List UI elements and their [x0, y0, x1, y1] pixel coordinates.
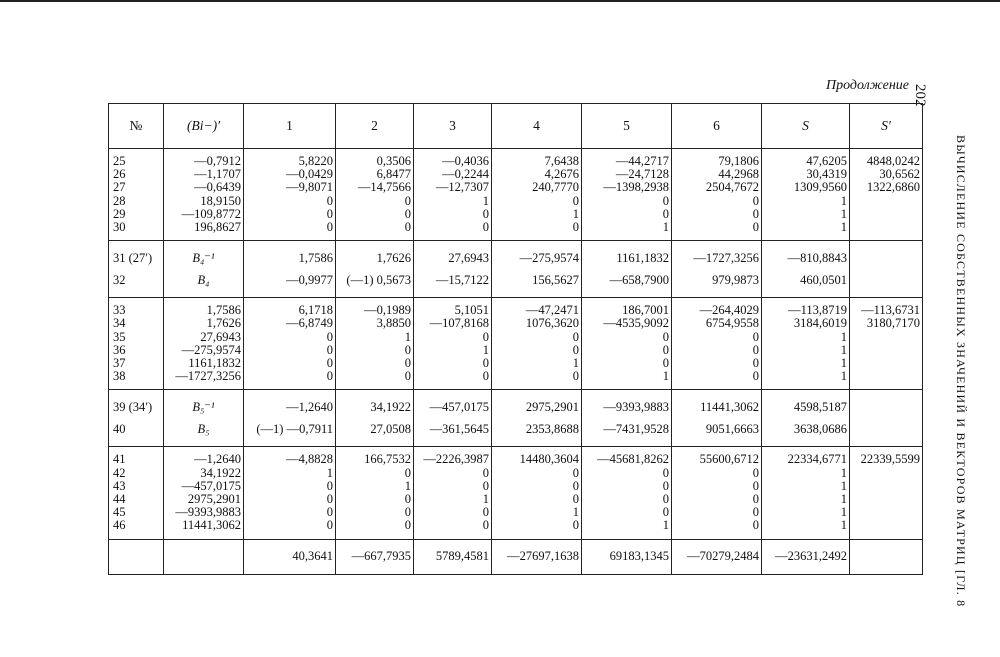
footer-cell [164, 539, 244, 574]
cell-line: 0 [572, 479, 579, 493]
cell-line: 1 [840, 343, 847, 357]
cell-line: 34,1922 [200, 466, 241, 480]
cell-line: 0 [662, 466, 669, 480]
cell-line: 36 [113, 343, 126, 357]
cell-line: 42 [113, 466, 126, 480]
cell-line: —15,7122 [435, 273, 489, 288]
cell-line: —45681,8262 [597, 453, 669, 467]
cell-line: 35 [113, 330, 126, 344]
cell-line: 3184,6019 [793, 317, 847, 331]
table-cell [414, 298, 492, 390]
table-cell [244, 241, 336, 298]
cell-line: —9393,9883 [603, 400, 669, 415]
cell-line: —0,2244 [442, 168, 489, 182]
cell-line: —12,7307 [435, 181, 489, 195]
table-cell [762, 390, 850, 447]
page-number: 202 [912, 84, 928, 107]
table-cell [672, 390, 762, 447]
cell-line: 33 [113, 304, 126, 318]
table-cell [762, 298, 850, 390]
cell-line: 34,1922 [370, 400, 411, 415]
cell-line: 1 [662, 370, 669, 384]
header-cell: 4 [492, 104, 582, 149]
cell-line: 460,0501 [800, 273, 847, 288]
cell-line: 0 [662, 506, 669, 520]
table-cell [672, 241, 762, 298]
table-cell [164, 298, 244, 390]
header-cell: № [109, 104, 164, 149]
cell-line: 7,6438 [544, 155, 579, 168]
cell-line: 0,3506 [376, 155, 411, 168]
cell-line: —9,8071 [286, 181, 333, 195]
cell-line: 0 [572, 330, 579, 344]
cell-line: 1,7586 [298, 251, 333, 266]
cell-line: 0 [572, 194, 579, 208]
cell-line: —275,9574 [519, 251, 579, 266]
cell-line: 0 [404, 357, 411, 371]
cell-line: 0 [404, 506, 411, 520]
cell-line: 4598,5187 [793, 400, 847, 415]
table-cell [582, 241, 672, 298]
cell-line: 0 [752, 357, 759, 371]
table-cell [762, 447, 850, 539]
cell-line: 0 [326, 370, 333, 384]
cell-line: 1322,6860 [866, 181, 920, 195]
table-cell [672, 447, 762, 539]
cell-line: 0 [572, 519, 579, 533]
cell-line: —1727,3256 [693, 251, 759, 266]
table-cell [164, 149, 244, 241]
cell-line: 0 [482, 519, 489, 533]
footer-cell: 5789,4581 [414, 539, 492, 574]
cell-line: 32 [113, 273, 126, 288]
header-cell: 2 [336, 104, 414, 149]
cell-line: 1161,1832 [188, 357, 241, 371]
cell-line: 0 [752, 343, 759, 357]
cell-line: 6754,9558 [705, 317, 759, 331]
header-cell: S [762, 104, 850, 149]
cell-line: 0 [326, 221, 333, 235]
cell-line: B₅ [197, 422, 210, 437]
cell-line: 0 [404, 221, 411, 235]
table-row-group [109, 241, 923, 298]
cell-line: 22334,6771 [787, 453, 847, 467]
cell-line: 979,9873 [712, 273, 759, 288]
cell-line: 25 [113, 155, 126, 168]
cell-line: 46 [113, 519, 126, 533]
cell-line: 0 [326, 330, 333, 344]
cell-line: 1 [482, 343, 489, 357]
cell-line: 1 [404, 330, 411, 344]
cell-line: —0,1989 [364, 304, 411, 318]
cell-line: 1 [572, 506, 579, 520]
cell-line: 1 [840, 479, 847, 493]
table-cell [850, 390, 923, 447]
cell-line: 3638,0686 [793, 422, 847, 437]
footer-cell: 40,3641 [244, 539, 336, 574]
cell-line: 1076,3620 [525, 317, 579, 331]
table-cell [762, 149, 850, 241]
footer-cell [850, 539, 923, 574]
cell-line: 0 [662, 207, 669, 221]
cell-line: 0 [752, 506, 759, 520]
table-cell [336, 241, 414, 298]
cell-line: (—1) 0,5673 [346, 273, 411, 288]
footer-cell: —70279,2484 [672, 539, 762, 574]
table-row-group [109, 149, 923, 241]
cell-line: 0 [752, 207, 759, 221]
cell-line: —264,4029 [699, 304, 759, 318]
table-cell [414, 149, 492, 241]
cell-line: —0,9977 [286, 273, 333, 288]
cell-line: —2226,3987 [423, 453, 489, 467]
table-cell [244, 447, 336, 539]
header-cell: 3 [414, 104, 492, 149]
table-cell [850, 241, 923, 298]
cell-line: 44,2968 [718, 168, 759, 182]
cell-line: 30,4319 [806, 168, 847, 182]
cell-line: —44,2717 [615, 155, 669, 168]
cell-line: —1,2640 [286, 400, 333, 415]
cell-line: 1 [662, 221, 669, 235]
table-cell [582, 390, 672, 447]
cell-line: 0 [752, 221, 759, 235]
cell-line: 1,7626 [206, 317, 241, 331]
cell-line: 4,2676 [544, 168, 579, 182]
cell-line: 0 [326, 357, 333, 371]
header-cell: 1 [244, 104, 336, 149]
cell-line: 1 [840, 466, 847, 480]
table-cell [492, 390, 582, 447]
cell-line: 11441,3062 [700, 400, 759, 415]
table-cell [336, 390, 414, 447]
cell-line: —7431,9528 [603, 422, 669, 437]
cell-line: 22339,5599 [860, 453, 920, 467]
cell-line: 0 [572, 493, 579, 507]
table-cell [244, 149, 336, 241]
table-cell [414, 390, 492, 447]
cell-line: 0 [662, 493, 669, 507]
table-cell [582, 149, 672, 241]
cell-line: 9051,6663 [705, 422, 759, 437]
cell-line: 0 [752, 493, 759, 507]
cell-line: —113,6731 [861, 304, 920, 318]
cell-line: 0 [572, 221, 579, 235]
table-cell [414, 447, 492, 539]
cell-line: 196,8627 [194, 221, 241, 235]
cell-line: 30 [113, 221, 126, 235]
cell-line: 1 [662, 519, 669, 533]
cell-line: 26 [113, 168, 126, 182]
table-row-group [109, 298, 923, 390]
cell-line: 156,5627 [532, 273, 579, 288]
cell-line: 0 [662, 479, 669, 493]
cell-line: 2353,8688 [525, 422, 579, 437]
table-cell [109, 241, 164, 298]
table-cell [244, 390, 336, 447]
cell-line: 41 [113, 453, 126, 467]
cell-line: 0 [326, 479, 333, 493]
footer-cell: —667,7935 [336, 539, 414, 574]
cell-line: 1 [482, 493, 489, 507]
running-head-title: ВЫЧИСЛЕНИЕ СОБСТВЕННЫХ ЗНАЧЕНИЙ И ВЕКТОРОВ МАТРИЦ [954, 135, 968, 566]
cell-line: 0 [482, 370, 489, 384]
cell-line: —0,7912 [194, 155, 241, 168]
table-row-group [109, 390, 923, 447]
table-cell [492, 149, 582, 241]
continuation-label: Продолжение [826, 78, 909, 93]
table-cell [492, 298, 582, 390]
table-cell [109, 298, 164, 390]
footer-row [109, 539, 923, 574]
cell-line: 3,8850 [376, 317, 411, 331]
cell-line: 1 [840, 330, 847, 344]
cell-line: 0 [404, 466, 411, 480]
cell-line: 0 [572, 370, 579, 384]
table-row-group [109, 447, 923, 539]
cell-line: 34 [113, 317, 126, 331]
cell-line: 37 [113, 357, 126, 371]
cell-line: 0 [752, 519, 759, 533]
cell-line: —658,7900 [609, 273, 669, 288]
table-cell [164, 241, 244, 298]
cell-line: —9393,9883 [175, 506, 241, 520]
cell-line: —113,8719 [788, 304, 847, 318]
cell-line: —4535,9092 [603, 317, 669, 331]
cell-line: 0 [326, 519, 333, 533]
header-cell: 5 [582, 104, 672, 149]
cell-line: 0 [482, 466, 489, 480]
cell-line: 1 [840, 194, 847, 208]
cell-line: 0 [662, 343, 669, 357]
cell-line: 30,6562 [879, 168, 920, 182]
table-cell [492, 241, 582, 298]
cell-line: 45 [113, 506, 126, 520]
cell-line: —1398,2938 [603, 181, 669, 195]
cell-line: 44 [113, 493, 126, 507]
header-cell: 6 [672, 104, 762, 149]
running-head [953, 135, 968, 608]
cell-line: 0 [404, 194, 411, 208]
cell-line: 0 [662, 330, 669, 344]
cell-line: 1 [840, 221, 847, 235]
cell-line: —47,2471 [525, 304, 579, 318]
cell-line: 1 [482, 194, 489, 208]
top-rule [0, 0, 1000, 2]
cell-line: B₅⁻¹ [192, 400, 215, 415]
cell-line: 14480,3604 [519, 453, 579, 467]
table-cell [672, 298, 762, 390]
cell-line: 0 [326, 207, 333, 221]
cell-line: —0,6439 [194, 181, 241, 195]
table-footer [109, 539, 923, 574]
cell-line: 0 [326, 194, 333, 208]
cell-line: 0 [326, 343, 333, 357]
cell-line: B₄ [197, 273, 210, 288]
table-cell [850, 149, 923, 241]
cell-line: 27 [113, 181, 126, 195]
cell-line: —6,8749 [286, 317, 333, 331]
cell-line: 11441,3062 [182, 519, 241, 533]
chapter-label: [ГЛ. 8 [954, 570, 968, 608]
table-cell [164, 447, 244, 539]
footer-cell: 69183,1345 [582, 539, 672, 574]
table-body [109, 149, 923, 540]
cell-line: 0 [404, 519, 411, 533]
cell-line: 0 [662, 357, 669, 371]
cell-line: —107,8168 [429, 317, 489, 331]
cell-line: 1 [572, 357, 579, 371]
table-cell [109, 149, 164, 241]
cell-line: —457,0175 [429, 400, 489, 415]
cell-line: 1,7626 [376, 251, 411, 266]
cell-line: 0 [482, 506, 489, 520]
cell-line: 1 [840, 519, 847, 533]
cell-line: 0 [482, 207, 489, 221]
cell-line: 0 [752, 330, 759, 344]
cell-line: B₄⁻¹ [192, 251, 215, 266]
cell-line: —361,5645 [429, 422, 489, 437]
cell-line: 1 [840, 207, 847, 221]
cell-line: 31 (27′) [113, 251, 153, 266]
cell-line: 1 [840, 493, 847, 507]
cell-line: —457,0175 [181, 479, 241, 493]
cell-line: —1,1707 [194, 168, 241, 182]
cell-line: 27,6943 [448, 251, 489, 266]
cell-line: 0 [482, 479, 489, 493]
cell-line: 1 [404, 479, 411, 493]
cell-line: 3180,7170 [866, 317, 920, 331]
cell-line: 2975,2901 [525, 400, 579, 415]
cell-line: —4,8828 [286, 453, 333, 467]
cell-line: 40 [113, 422, 126, 437]
cell-line: 39 (34′) [113, 400, 153, 415]
cell-line: 1161,1832 [616, 251, 669, 266]
cell-line: (—1) —0,7911 [256, 422, 333, 437]
cell-line: 0 [482, 357, 489, 371]
cell-line: —14,7566 [357, 181, 411, 195]
cell-line: 0 [572, 343, 579, 357]
cell-line: 27,0508 [370, 422, 411, 437]
table-cell [109, 447, 164, 539]
footer-cell [109, 539, 164, 574]
cell-line: 0 [326, 506, 333, 520]
cell-line: 5,8220 [298, 155, 333, 168]
cell-line: 1,7586 [206, 304, 241, 318]
cell-line: 0 [482, 221, 489, 235]
cell-line: 0 [404, 370, 411, 384]
cell-line: 0 [572, 466, 579, 480]
table-cell [244, 298, 336, 390]
table-cell [582, 447, 672, 539]
cell-line: 166,7532 [364, 453, 411, 467]
table-cell [164, 390, 244, 447]
cell-line: 0 [752, 194, 759, 208]
cell-line: 47,6205 [806, 155, 847, 168]
cell-line: 1309,9560 [793, 181, 847, 195]
cell-line: —0,0429 [286, 168, 333, 182]
cell-line: 6,8477 [376, 168, 411, 182]
cell-line: 0 [662, 194, 669, 208]
cell-line: 0 [404, 493, 411, 507]
cell-line: —1,2640 [194, 453, 241, 467]
cell-line: —810,8843 [787, 251, 847, 266]
table-cell [762, 241, 850, 298]
table-cell [336, 149, 414, 241]
cell-line: 6,1718 [298, 304, 333, 318]
cell-line: 0 [752, 370, 759, 384]
footer-cell: —27697,1638 [492, 539, 582, 574]
cell-line: 43 [113, 479, 126, 493]
cell-line: 1 [840, 357, 847, 371]
cell-line: —109,8772 [181, 207, 241, 221]
table-cell [850, 298, 923, 390]
header-cell: S′ [850, 104, 923, 149]
cell-line: 0 [404, 343, 411, 357]
table-cell [336, 447, 414, 539]
cell-line: 0 [752, 479, 759, 493]
cell-line: —0,4036 [442, 155, 489, 168]
table-cell [109, 390, 164, 447]
header-cell: (Bi−)′ [164, 104, 244, 149]
table-cell [414, 241, 492, 298]
cell-line: 5,1051 [454, 304, 489, 318]
cell-line: 28 [113, 194, 126, 208]
cell-line: 29 [113, 207, 126, 221]
cell-line: 4848,0242 [866, 155, 920, 168]
cell-line: 1 [572, 207, 579, 221]
cell-line: 186,7001 [622, 304, 669, 318]
cell-line: 0 [752, 466, 759, 480]
header-row [109, 104, 923, 149]
cell-line: 55600,6712 [699, 453, 759, 467]
table-cell [850, 447, 923, 539]
cell-line: 38 [113, 370, 126, 384]
cell-line: —1727,3256 [175, 370, 241, 384]
cell-line: 2975,2901 [187, 493, 241, 507]
cell-line: 0 [482, 330, 489, 344]
cell-line: 1 [840, 370, 847, 384]
cell-line: —24,7128 [615, 168, 669, 182]
table-cell [672, 149, 762, 241]
table-cell [582, 298, 672, 390]
computation-table [108, 103, 923, 575]
cell-line: 240,7770 [532, 181, 579, 195]
cell-line: 0 [404, 207, 411, 221]
cell-line: 27,6943 [200, 330, 241, 344]
cell-line: 0 [326, 493, 333, 507]
table-cell [336, 298, 414, 390]
table-cell [492, 447, 582, 539]
cell-line: 79,1806 [718, 155, 759, 168]
cell-line: 2504,7672 [705, 181, 759, 195]
cell-line: 18,9150 [200, 194, 241, 208]
footer-cell: —23631,2492 [762, 539, 850, 574]
cell-line: 1 [326, 466, 333, 480]
cell-line: 1 [840, 506, 847, 520]
cell-line: —275,9574 [181, 343, 241, 357]
